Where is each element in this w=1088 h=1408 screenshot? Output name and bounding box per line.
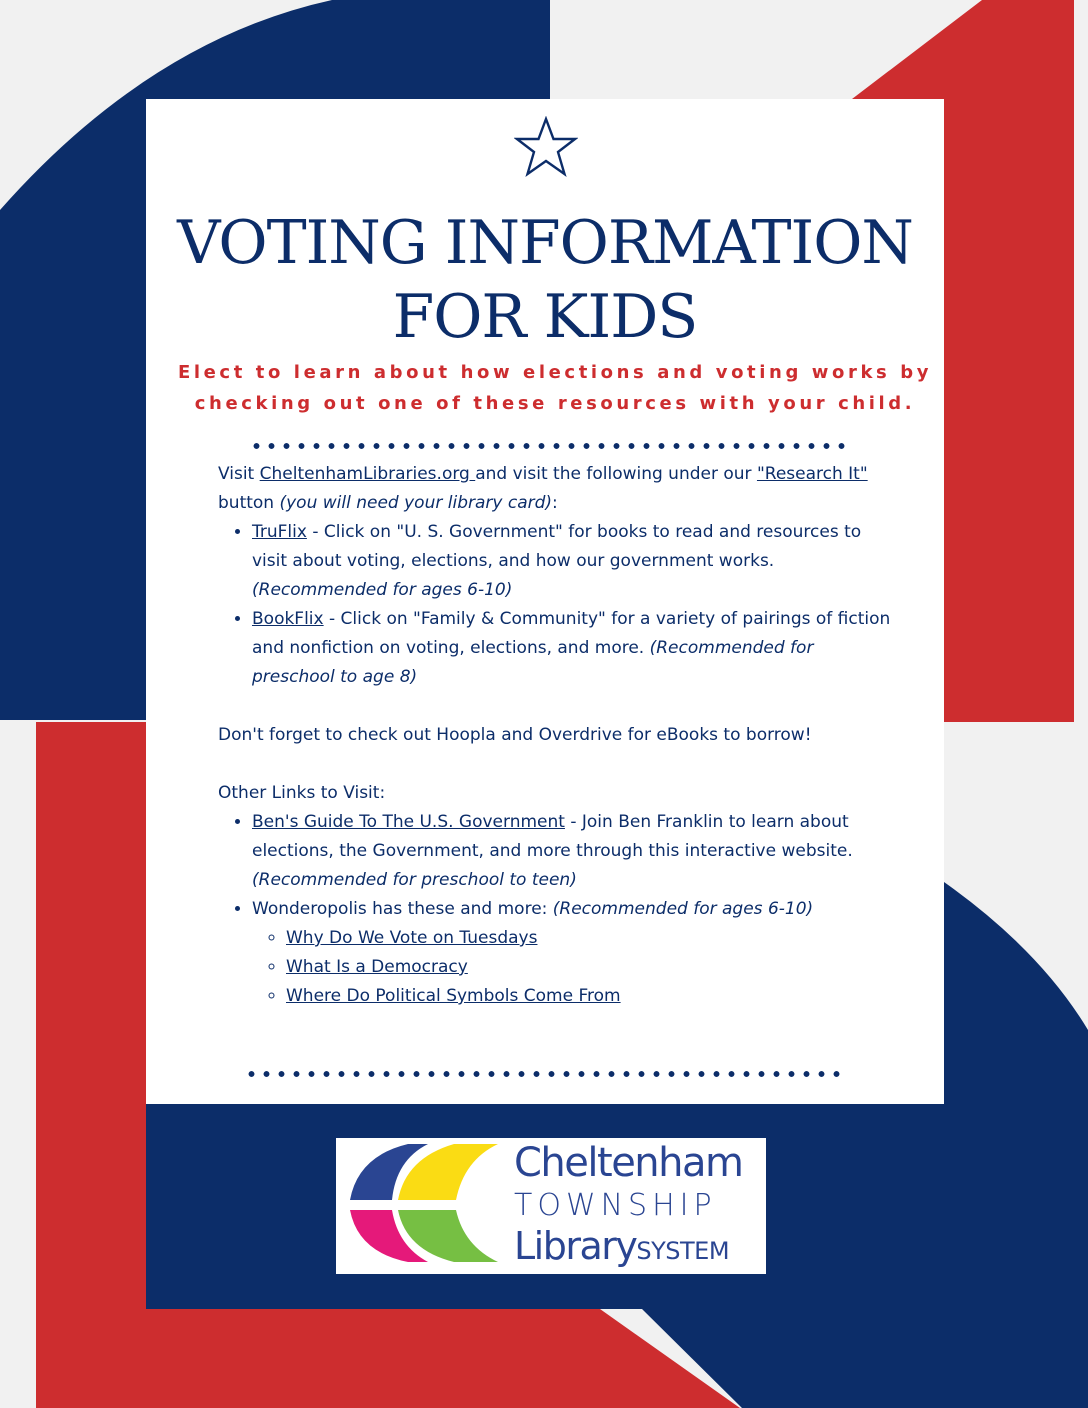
bookflix-age-note: (Recommended for preschool to age 8) (252, 638, 814, 687)
subtitle (170, 357, 940, 419)
title-line-2: FOR KIDS (392, 282, 698, 352)
spacer (218, 750, 898, 779)
intro-button-word: button (218, 493, 280, 513)
bookflix-link[interactable]: BookFlix (252, 609, 324, 629)
resource-list (218, 518, 898, 692)
wonderopolis-sublist (252, 924, 898, 1011)
truflix-age-note: (Recommended for ages 6-10) (252, 580, 513, 600)
truflix-description: - Click on "U. S. Government" for books to read and resources to visit about voting, elections, and how our government works. (252, 522, 862, 571)
library-card-note: (you will need your library card) (279, 493, 553, 513)
logo-township: TOWNSHIP (514, 1188, 717, 1223)
page-title (146, 206, 944, 354)
logo-cheltenham: Cheltenham (514, 1140, 743, 1186)
why-vote-tuesdays-link[interactable]: Why Do We Vote on Tuesdays (286, 928, 538, 948)
intro-visit-text: Visit (218, 464, 260, 484)
bens-guide-description: - Join Ben Franklin to learn about elections, the Government, and more through this interactive website. (252, 812, 853, 861)
intro-colon: : (552, 493, 558, 513)
list-item (252, 518, 898, 605)
what-is-democracy-link[interactable]: What Is a Democracy (286, 957, 468, 977)
logo-library: Library (514, 1224, 637, 1268)
library-logo (336, 1138, 766, 1274)
bens-guide-age-note: (Recommended for preschool to teen) (252, 870, 577, 890)
political-symbols-link[interactable]: Where Do Political Symbols Come From (286, 986, 621, 1006)
intro-paragraph (218, 460, 898, 518)
wonderopolis-text: Wonderopolis has these and more: (252, 899, 553, 919)
main-content (218, 460, 898, 1011)
list-item (252, 895, 898, 1011)
spacer (218, 692, 898, 721)
truflix-link[interactable]: TruFlix (252, 522, 307, 542)
list-item (252, 605, 898, 692)
intro-mid-text: and visit the following under our (475, 464, 757, 484)
logo-system: SYSTEM (636, 1237, 730, 1265)
subtitle-line-2: checking out one of these resources with your child. (194, 393, 916, 414)
list-item (286, 982, 898, 1011)
subtitle-line-1: Elect to learn about how elections and voting works by (177, 362, 933, 383)
cheltenham-libraries-link[interactable]: CheltenhamLibraries.org (259, 464, 476, 484)
research-it-link[interactable]: "Research It" (756, 464, 868, 484)
dotted-divider-top (249, 441, 849, 451)
reminder-text: Don't forget to check out Hoopla and Overdrive for eBooks to borrow! (218, 725, 812, 745)
other-links-heading: Other Links to Visit: (218, 783, 386, 803)
title-line-1: VOTING INFORMATION (177, 208, 913, 278)
library-logo-mark (336, 1138, 512, 1274)
wonderopolis-age-note: (Recommended for ages 6-10) (552, 899, 814, 919)
dotted-divider-bottom (244, 1069, 844, 1079)
bens-guide-link[interactable]: Ben's Guide To The U.S. Government (252, 812, 565, 832)
list-item (286, 924, 898, 953)
star-outline-icon (514, 116, 578, 178)
list-item (252, 808, 898, 895)
other-links-list (218, 808, 898, 1011)
list-item (286, 953, 898, 982)
bookflix-description: - Click on "Family & Community" for a variety of pairings of fiction and nonfiction on voting, elections, and more. (252, 609, 891, 658)
logo-library-line (514, 1224, 729, 1273)
library-logo-wordmark (512, 1138, 762, 1274)
